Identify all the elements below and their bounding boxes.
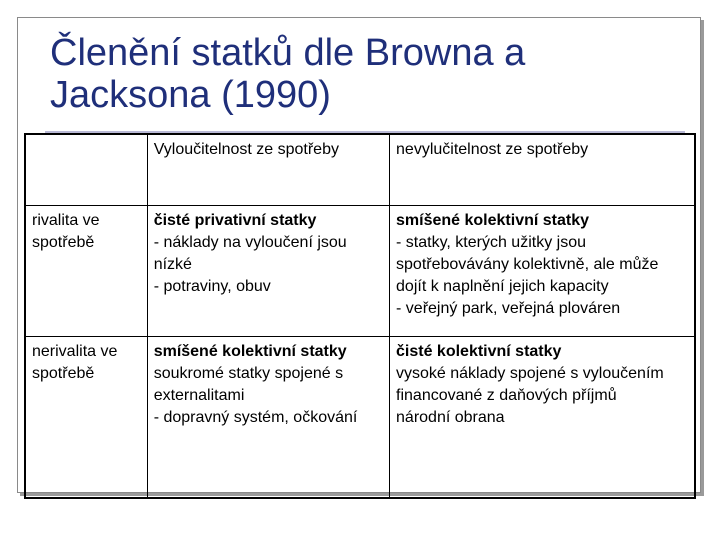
cell-mixed-collective-goods-nonrival <box>147 337 389 499</box>
cell-pure-private-goods <box>147 206 389 337</box>
table-row-non-rivalry <box>25 337 695 499</box>
row-label-non-rivalry: nerivalita ve spotřebě <box>25 337 147 499</box>
cell-item: národní obrana <box>396 409 505 426</box>
cell-item: - veřejný park, veřejná plováren <box>396 300 621 317</box>
cell-item: - náklady na vyloučení jsou nízké <box>153 234 347 273</box>
header-corner-cell <box>25 134 147 206</box>
cell-heading: smíšené kolektivní statky <box>153 343 347 360</box>
row-label-rivalry: rivalita ve spotřebě <box>25 206 147 337</box>
header-excludability: Vyloučitelnost ze spotřeby <box>147 134 389 206</box>
cell-mixed-collective-goods-rival <box>390 206 695 337</box>
header-non-excludability: nevylučitelnost ze spotřeby <box>390 134 695 206</box>
cell-item: financované z daňových příjmů <box>396 387 617 404</box>
cell-heading: smíšené kolektivní statky <box>396 212 589 229</box>
cell-heading: čisté privativní statky <box>153 212 317 229</box>
cell-pure-collective-goods <box>390 337 695 499</box>
cell-heading: čisté kolektivní statky <box>396 343 562 360</box>
goods-classification-table <box>24 133 696 499</box>
cell-item: soukromé statky spojené s externalitami <box>153 365 344 404</box>
cell-item: - statky, kterých užitky jsou spotřebovávány kolektivně, ale může dojít k naplnění jejich kapacity <box>396 234 659 295</box>
cell-item: - dopravný systém, očkování <box>153 409 358 426</box>
table-header-row <box>25 134 695 206</box>
table-row-rivalry <box>25 206 695 337</box>
cell-item: - potraviny, obuv <box>153 278 271 295</box>
slide-title: Členění statků dle Browna a Jacksona (1990) <box>50 32 526 116</box>
cell-item: vysoké náklady spojené s vyloučením <box>396 365 664 382</box>
